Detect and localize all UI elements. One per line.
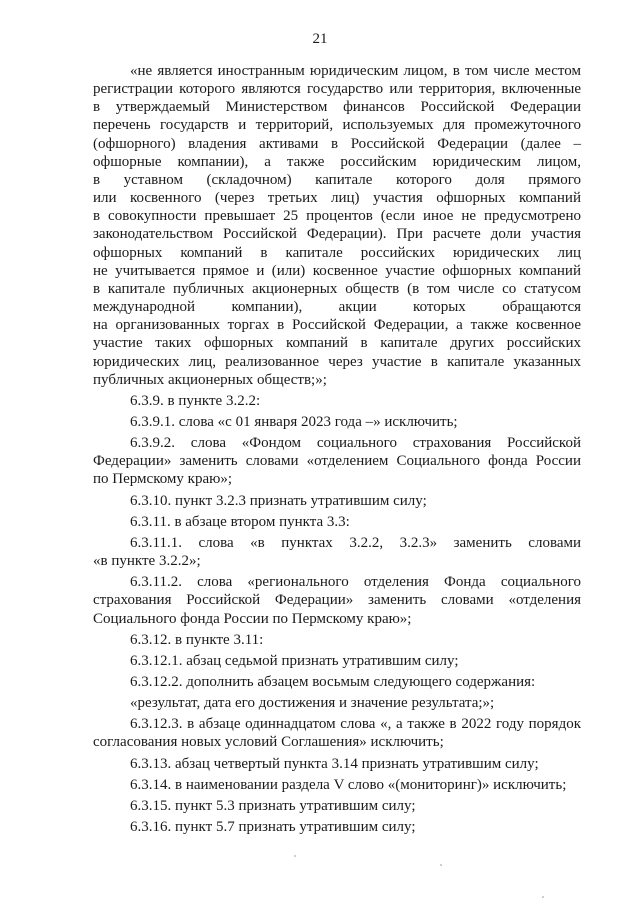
text-line: 6.3.9.1. слова «с 01 января 2023 года –» исключить;	[130, 413, 458, 430]
scan-speck	[294, 855, 296, 857]
text-line: 6.3.12.3. в абзаце одиннадцатом слова «, а также в 2022 году порядок	[130, 716, 581, 733]
text-line: юридических лиц, реализованное через участие в капитале указанных	[93, 353, 581, 370]
text-line: 6.3.11.2. слова «регионального отделения Фонда социального	[130, 574, 581, 591]
text-line: 6.3.15. пункт 5.3 признать утратившим силу;	[130, 797, 416, 814]
text-line: в уставном (складочном) капитале которого доля прямого	[93, 171, 581, 188]
text-line: 6.3.9. в пункте 3.2.2:	[130, 392, 261, 409]
text-line: на организованных торгах в Российской Федерации, а также косвенное	[93, 317, 581, 334]
text-line: согласования новых условий Соглашения» исключить;	[93, 734, 444, 751]
text-line: по Пермскому краю»;	[93, 471, 232, 488]
text-line: 6.3.9.2. слова «Фондом социального страхования Российской	[130, 435, 581, 452]
text-line: «не является иностранным юридическим лицом, в том числе местом	[130, 63, 581, 79]
text-line: 6.3.11. в абзаце втором пункта 3.3:	[130, 513, 350, 530]
document-body	[93, 62, 581, 836]
text-line: 6.3.16. пункт 5.7 признать утратившим силу;	[130, 819, 416, 836]
text-line: Социального фонда России по Пермскому краю»;	[93, 610, 412, 627]
text-line: регистрации которого являются государство или территория, включенные	[93, 81, 581, 98]
text-line: 6.3.14. в наименовании раздела V слово «(мониторинг)» исключить;	[130, 776, 567, 793]
text-line: (офшорного) владения активами в Российской Федерации (далее –	[93, 135, 581, 152]
scan-speck	[440, 864, 442, 866]
text-line: 6.3.12.1. абзац седьмой признать утратившим силу;	[130, 652, 459, 669]
text-line: участие таких офшорных компаний в капитале других российских	[93, 335, 581, 352]
text-line: страхования Российской Федерации» заменить словами «отделения	[93, 592, 581, 609]
text-line: международной компании), акции которых обращаются	[93, 299, 581, 316]
scan-speck	[542, 896, 544, 898]
text-line: «результат, дата его достижения и значение результата;»;	[130, 695, 495, 712]
text-line: или косвенного (через третьих лиц) участия офшорных компаний	[93, 190, 581, 207]
text-line: в совокупности превышает 25 процентов (если иное не предусмотрено	[93, 208, 581, 225]
text-line: офшорные компании), а также российским юридическим лицом,	[93, 153, 581, 170]
page-number: 21	[312, 31, 328, 47]
text-line: 6.3.10. пункт 3.2.3 признать утратившим силу;	[130, 492, 427, 509]
text-line: публичных акционерных обществ;»;	[93, 371, 327, 388]
text-line: в утверждаемый Министерством финансов Российской Федерации	[93, 99, 581, 116]
text-line: 6.3.13. абзац четвертый пункта 3.14 признать утратившим силу;	[130, 755, 539, 772]
text-line: офшорных компаний в капитале российских юридических лиц	[93, 244, 581, 261]
text-line: в капитале публичных акционерных обществ (в том числе со статусом	[93, 280, 581, 297]
text-line: 6.3.12.2. дополнить абзацем восьмым следующего содержания:	[130, 674, 536, 690]
text-line: «в пункте 3.2.2»;	[93, 553, 201, 570]
text-line: 6.3.11.1. слова «в пунктах 3.2.2, 3.2.3» заменить словами	[130, 534, 581, 551]
text-line: 6.3.12. в пункте 3.11:	[130, 631, 264, 648]
text-line: не учитывается прямое и (или) косвенное участие офшорных компаний	[93, 262, 581, 279]
text-line: законодательством Российской Федерации). При расчете доли участия	[93, 226, 581, 243]
text-line: Федерации» заменить словами «отделением Социального фонда России	[93, 453, 581, 470]
text-line: перечень государств и территорий, используемых для промежуточного	[93, 117, 581, 134]
